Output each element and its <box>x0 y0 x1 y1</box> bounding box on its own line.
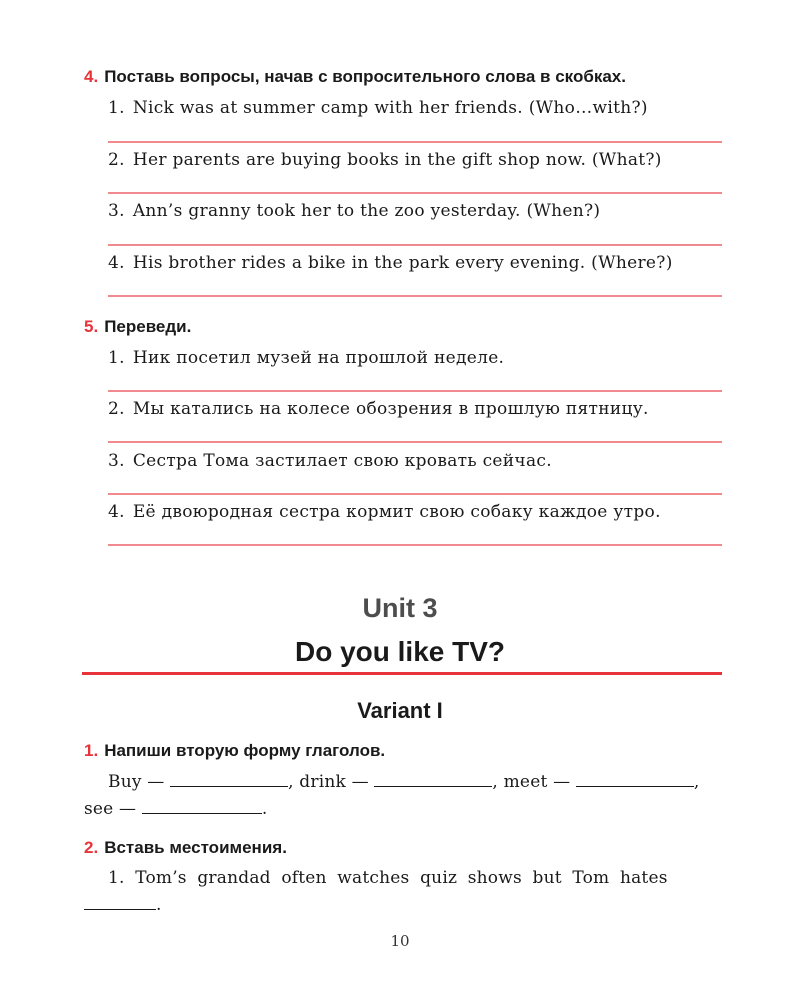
answer-line[interactable] <box>108 493 722 495</box>
item-text: Her parents are buying books in the gift shop now. (What?) <box>132 150 662 170</box>
item-number: 3. <box>108 201 125 221</box>
unit-title: Do you like TV? <box>294 636 506 667</box>
task-1-title <box>84 741 385 761</box>
task-5-item-2 <box>108 399 649 419</box>
answer-line[interactable] <box>108 390 722 392</box>
item-number: 2. <box>108 150 125 170</box>
task-5-instruction: Переведи. <box>104 317 192 336</box>
task-5-item-4 <box>108 502 661 522</box>
blank-drink[interactable] <box>374 772 492 787</box>
answer-line[interactable] <box>108 244 722 246</box>
item-number: 1. <box>108 348 125 368</box>
item-number: 4. <box>108 502 125 522</box>
blank-meet[interactable] <box>576 772 694 787</box>
task-5-title <box>84 317 191 337</box>
item-text: His brother rides a bike in the park every evening. (Where?) <box>132 253 673 273</box>
answer-line[interactable] <box>108 441 722 443</box>
task-2-item-1 <box>108 868 668 888</box>
task-5-item-1 <box>108 348 504 368</box>
task-4-number: 4. <box>84 67 99 86</box>
item-text: Мы катались на колесе обозрения в прошлую пятницу. <box>132 399 649 419</box>
variant-heading: Variant I <box>357 698 443 723</box>
unit-number: Unit 3 <box>362 593 438 623</box>
item-number: 1. <box>108 98 125 118</box>
verb-buy: Buy — <box>108 772 165 792</box>
blank-pronoun[interactable] <box>84 895 156 910</box>
item-text: Nick was at summer camp with her friends. (Who…with?) <box>132 98 648 118</box>
blank-buy[interactable] <box>170 772 288 787</box>
task-4-item-2 <box>108 150 662 170</box>
item-text: Ann’s granny took her to the zoo yesterday. (When?) <box>132 201 601 221</box>
item-number: 1. <box>108 868 125 888</box>
item-number: 4. <box>108 253 125 273</box>
task-4-item-4 <box>108 253 673 273</box>
task-2-item-1-continued: . <box>84 895 162 915</box>
task-2-number: 2. <box>84 838 99 857</box>
task-4-title <box>84 67 626 87</box>
task-2-instruction: Вставь местоимения. <box>104 838 287 857</box>
task-4-item-1 <box>108 98 648 118</box>
verb-drink: drink — <box>299 772 369 792</box>
verb-meet: meet — <box>503 772 571 792</box>
task-1-verbs-line-1: Buy — , drink — , meet — , <box>108 772 700 792</box>
answer-line[interactable] <box>108 141 722 143</box>
answer-line[interactable] <box>108 192 722 194</box>
task-2-title <box>84 838 287 858</box>
item-number: 3. <box>108 451 125 471</box>
task-1-number: 1. <box>84 741 99 760</box>
task-4-item-3 <box>108 201 600 221</box>
task-4-instruction: Поставь вопросы, начав с вопросительного слова в скобках. <box>104 67 626 86</box>
item-number: 2. <box>108 399 125 419</box>
item-text: Ник посетил музей на прошлой неделе. <box>132 348 505 368</box>
answer-line[interactable] <box>108 295 722 297</box>
task-5-item-3 <box>108 451 552 471</box>
answer-line[interactable] <box>108 544 722 546</box>
task-1-instruction: Напиши вторую форму глаголов. <box>104 741 386 760</box>
task-1-verbs-line-2: see — . <box>84 799 268 819</box>
verb-see: see — <box>84 799 137 819</box>
task-5-number: 5. <box>84 317 99 336</box>
item-text: Её двоюродная сестра кормит свою собаку каждое утро. <box>132 502 661 522</box>
item-text: Сестра Тома застилает свою кровать сейчас. <box>132 451 552 471</box>
unit-divider <box>82 672 722 675</box>
item-text: Tom’s grandad often watches quiz shows but Tom hates <box>135 868 668 888</box>
page-number: 10 <box>390 932 410 950</box>
blank-see[interactable] <box>142 799 262 814</box>
